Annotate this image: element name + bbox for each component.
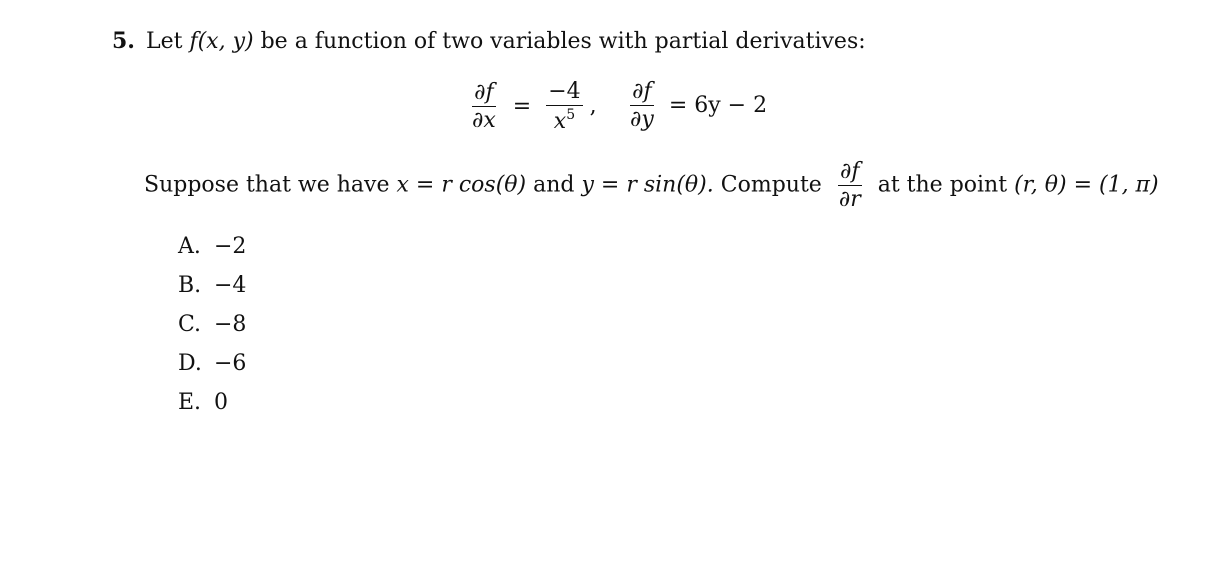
df-dr-fraction: [837, 160, 863, 211]
choice-b[interactable]: [178, 273, 246, 298]
choice-letter: B.: [178, 273, 202, 298]
choice-letter: D.: [178, 351, 202, 376]
equals-sign: =: [512, 93, 532, 119]
rhs-fraction: [546, 80, 582, 133]
df-dy-fraction: [628, 80, 656, 131]
rhs-denominator: [552, 106, 577, 133]
df-dr-denominator: ∂r: [838, 187, 861, 213]
df-dx-fraction: [470, 81, 498, 132]
choice-letter: E.: [178, 390, 202, 415]
choice-e[interactable]: [178, 390, 228, 415]
question-lead: Let: [145, 29, 183, 54]
choice-a[interactable]: [178, 234, 246, 259]
choice-d[interactable]: [178, 351, 246, 376]
choice-value: −6: [214, 351, 247, 376]
df-dx-numerator: ∂f: [472, 81, 496, 107]
df-dr-numerator: ∂f: [838, 160, 862, 186]
partial-derivative-x-equation: [470, 80, 597, 133]
partial-derivative-y-equation: [628, 80, 767, 131]
choice-value: 0: [214, 390, 228, 415]
df-dy-numerator: ∂f: [630, 80, 654, 106]
df-dx-denominator: ∂x: [472, 108, 496, 134]
choice-letter: A.: [178, 234, 201, 259]
choice-value: −2: [214, 234, 247, 259]
choice-letter: C.: [178, 312, 202, 337]
question-statement: [112, 28, 866, 54]
choice-c[interactable]: [178, 312, 246, 337]
choice-value: −8: [214, 312, 247, 337]
suppose-text: Suppose that we have: [144, 172, 390, 198]
equation-comma: ,: [589, 93, 597, 119]
df-dy-rhs: = 6y − 2: [668, 92, 768, 118]
y-substitution: y = r sin(θ).: [581, 172, 714, 198]
rhs-numerator: −4: [546, 80, 582, 106]
rhs-denominator-base: x: [553, 109, 567, 135]
compute-text: Compute: [720, 172, 822, 198]
x-substitution: x = r cos(θ): [396, 172, 527, 198]
at-point-text: at the point: [877, 172, 1008, 198]
evaluation-point: (r, θ) = (1, π): [1014, 172, 1159, 198]
and-text: and: [533, 172, 575, 198]
question-rest: be a function of two variables with partial derivatives:: [260, 29, 866, 54]
function-notation: f(x, y): [189, 29, 254, 54]
df-dy-denominator: ∂y: [630, 107, 654, 133]
suppose-statement: [144, 160, 1159, 211]
question-number: 5.: [112, 28, 135, 54]
choice-value: −4: [214, 273, 247, 298]
rhs-denominator-exponent: 5: [566, 107, 576, 124]
